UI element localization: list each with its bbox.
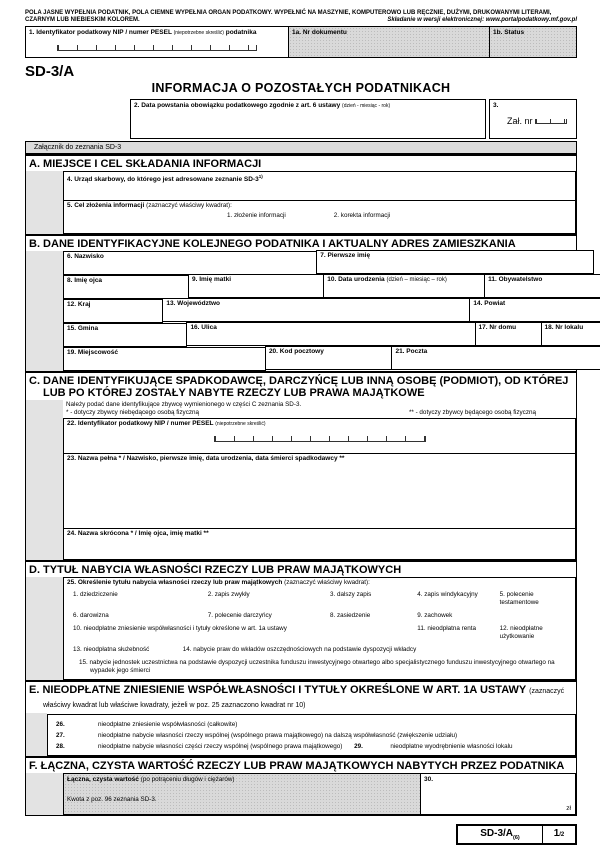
id-header-table bbox=[25, 26, 577, 58]
field-1-suffix: podatnika bbox=[225, 29, 257, 36]
nip-pesel-ruler-22[interactable] bbox=[214, 436, 426, 442]
form-body bbox=[25, 141, 584, 816]
option-3-dalszy-zapis[interactable]: 3. dalszy zapis bbox=[329, 591, 372, 598]
footer-form-code: $SD-3/A_{(6)}$ bbox=[480, 828, 520, 841]
section-e-options-box bbox=[47, 714, 576, 756]
field-7-pierwsze-imie[interactable]: 7. Pierwsze imię bbox=[316, 250, 593, 274]
field-16-ulica[interactable]: 16. Ulica bbox=[186, 322, 475, 346]
section-e-title: E. NIEODPŁATNE ZNIESIENIE WSPÓŁWŁASNOŚCI I TYTUŁY OKREŚLONE W ART. 1A USTAWY (zaznaczyć właściwy kwadrat lub właściwe kwadraty, jeżeli w poz. 25 zaznaczono kwadrat nr 10) bbox=[29, 684, 565, 709]
field-11-obywatelstwo[interactable]: 11. Obywatelstwo bbox=[484, 274, 600, 298]
date-attachment-row bbox=[25, 99, 577, 141]
field-4-footnote-ref: 1) bbox=[258, 174, 263, 179]
option-11-nieodplatna-renta[interactable]: 11. nieodpłatna renta bbox=[417, 625, 476, 632]
gray-gutter bbox=[26, 171, 63, 234]
field-12-kraj[interactable]: 12. Kraj bbox=[63, 299, 163, 323]
zal-nr-ruler[interactable] bbox=[535, 119, 567, 124]
field-25-tytul-nabycia bbox=[63, 577, 576, 680]
field-1b-label: 1b. Status bbox=[493, 29, 525, 36]
option-9-zachowek[interactable]: 9. zachowek bbox=[417, 612, 453, 619]
section-d-title: D. TYTUŁ NABYCIA WŁASNOŚCI RZECZY LUB PRAW MAJĄTKOWYCH bbox=[29, 564, 402, 576]
option-14-nabycie-praw-do-wkladow[interactable]: 14. nabycie praw do wkładów oszczędnościowych na podstawie dyspozycji wkładcy bbox=[182, 646, 417, 653]
option-7-polecenie-darczyncy[interactable]: 7. polecenie darczyńcy bbox=[207, 612, 272, 619]
section-d bbox=[26, 560, 576, 680]
field-6-nazwisko[interactable]: 6. Nazwisko bbox=[63, 251, 317, 275]
field-1a-label: 1a. Nr dokumentu bbox=[292, 29, 347, 36]
section-c-notes bbox=[63, 400, 576, 419]
form-code: SD-3/A bbox=[25, 63, 75, 80]
field-30-row bbox=[63, 773, 576, 815]
section-c bbox=[26, 371, 576, 560]
option-zlozenie-informacji[interactable]: 1. złożenie informacji bbox=[227, 212, 286, 219]
field-3-number: 3. bbox=[493, 102, 499, 109]
field-2-label: 2. Data powstania obowiązku podatkowego zgodnie z art. 6 ustawy bbox=[134, 102, 341, 109]
field-23-nazwa-pelna[interactable]: 23. Nazwa pełna * / Nazwisko, pierwsze imię, data urodzenia, data śmierci spadkodawcy ** bbox=[63, 453, 576, 529]
nip-pesel-ruler[interactable] bbox=[57, 45, 257, 51]
option-29-number: 29. bbox=[354, 743, 363, 750]
section-c-note1: Należy podać dane identyfikujące zbywcę wymienionego w części C zeznania SD-3. bbox=[66, 401, 302, 408]
gray-gutter bbox=[26, 251, 63, 371]
option-8-zasiedzenie[interactable]: 8. zasiedzenie bbox=[329, 612, 371, 619]
field-2-data-powstania[interactable] bbox=[130, 99, 486, 139]
option-28-29: 28. nieodpłatne nabycie własności części rzeczy wspólnej (wspólnego prawa majątkowego) 29. nieodpłatne wyodrębnienie własności lokalu bbox=[56, 743, 513, 750]
field-30-description: Łączna, czysta wartość (po potrąceniu długów i ciężarów) Kwota z poz. 96 zeznania SD-3. bbox=[64, 774, 421, 814]
section-a bbox=[26, 154, 576, 234]
footer-form-version: (6) bbox=[513, 835, 520, 841]
field-13-wojewodztwo[interactable]: 13. Województwo bbox=[162, 298, 470, 322]
field-22-nip-pesel-zbywcy[interactable]: 22. Identyfikator podatkowy NIP / numer PESEL (niepotrzebne skreślić) bbox=[63, 418, 576, 454]
option-1-dziedziczenie[interactable]: 1. dziedziczenie bbox=[73, 591, 118, 598]
field-1-nip-pesel[interactable] bbox=[26, 27, 288, 57]
field-3-label: Zał. nr bbox=[507, 116, 533, 126]
section-e bbox=[26, 680, 576, 756]
section-c-note-doublestar: ** - dotyczy zbywcy będącego osobą fizyczną bbox=[408, 409, 536, 416]
field-4-urzad-skarbowy[interactable] bbox=[63, 171, 576, 201]
gray-gutter bbox=[26, 400, 63, 560]
field-25-note: (zaznaczyć właściwy kwadrat): bbox=[284, 579, 370, 586]
option-27[interactable]: 27. nieodpłatne nabycie własności rzeczy wspólnej (wspólnego prawa majątkowego) na dalszą współwłasność (zwiększenie udziału) bbox=[56, 732, 458, 739]
section-c-note-star: * - dotyczy zbywcy niebędącego osobą fizyczną bbox=[66, 409, 200, 416]
field-25-label: 25. Określenie tytułu nabycia własności rzeczy lub praw majątkowych bbox=[67, 579, 283, 586]
field-18-nr-lokalu[interactable]: 18. Nr lokalu bbox=[541, 322, 600, 346]
field-14-powiat[interactable]: 14. Powiat bbox=[469, 298, 600, 322]
option-29-label[interactable]: nieodpłatne wyodrębnienie własności lokalu bbox=[390, 743, 513, 750]
section-b-title: B. DANE IDENTYFIKACYJNE KOLEJNEGO PODATNIKA I AKTUALNY ADRES ZAMIESZKANIA bbox=[29, 238, 516, 250]
field-5-label: 5. Cel złożenia informacji bbox=[67, 202, 145, 209]
option-6-darowizna[interactable]: 6. darowizna bbox=[73, 612, 109, 619]
efiling-note: Składanie w wersji elektronicznej: www.portalpodatkowy.mf.gov.pl bbox=[387, 17, 577, 23]
field-5-note: (zaznaczyć właściwy kwadrat): bbox=[146, 202, 232, 209]
gray-gutter bbox=[26, 773, 63, 815]
field-17-nr-domu[interactable]: 17. Nr domu bbox=[475, 322, 542, 346]
field-21-poczta[interactable]: 21. Poczta bbox=[391, 346, 600, 370]
field-2-note: (dzień - miesiąc - rok) bbox=[342, 103, 391, 109]
field-5-cel-zlozenia bbox=[63, 200, 576, 234]
instructions-text: POLA JASNE WYPEŁNIA PODATNIK, POLA CIEMNE WYPEŁNIA ORGAN PODATKOWY. WYPEŁNIĆ NA MASZYNIE, KOMPUTEROWO LUB RĘCZNIE, DUŻYMI, DRUKOWANYMI LITERAMI, CZARNYM LUB NIEBIESKIM KOLOREM. bbox=[25, 10, 552, 23]
field-30-sub: Kwota z poz. 96 zeznania SD-3. bbox=[67, 796, 157, 803]
field-1-note: (niepotrzebne skreślić) bbox=[173, 30, 224, 36]
field-1b-status bbox=[489, 27, 576, 57]
option-12-nieodplatne-uzytkowanie[interactable]: 12. nieodpłatne użytkowanie bbox=[499, 625, 543, 640]
field-3-zal-nr[interactable] bbox=[489, 99, 577, 139]
field-15-gmina[interactable]: 15. Gmina bbox=[63, 323, 187, 347]
form-page bbox=[25, 10, 584, 845]
filling-instructions bbox=[25, 10, 577, 24]
option-15-nabycie-jednostek[interactable]: 15. nabycie jednostek uczestnictwa na podstawie dyspozycji uczestnika funduszu inwestycyjnego otwartego albo specjalistycznego funduszu inwestycyjnego otwartego na wypadek jego śmierci bbox=[79, 659, 555, 674]
option-2-zapis-zwykly[interactable]: 2. zapis zwykły bbox=[207, 591, 250, 598]
section-a-title: A. MIEJSCE I CEL SKŁADANIA INFORMACJI bbox=[29, 158, 262, 170]
section-f bbox=[26, 756, 576, 815]
form-title: INFORMACJA O POZOSTAŁYCH PODATNIKACH bbox=[151, 81, 451, 95]
option-26[interactable]: 26. nieodpłatne zniesienie współwłasności (całkowite) bbox=[56, 721, 238, 728]
attachment-bar: Załącznik do zeznania SD-3 bbox=[26, 141, 576, 154]
option-13-nieodplatna-sluzebnosc[interactable]: 13. nieodpłatna służebność bbox=[73, 646, 150, 653]
option-5-polecenie-testamentowe[interactable]: 5. polecenie testamentowe bbox=[499, 591, 539, 606]
field-20-kod-pocztowy[interactable]: 20. Kod pocztowy bbox=[265, 346, 393, 370]
field-8-imie-ojca[interactable]: 8. Imię ojca bbox=[63, 275, 189, 299]
field-19-miejscowosc[interactable]: 19. Miejscowość bbox=[63, 347, 266, 371]
gray-gutter bbox=[26, 713, 47, 756]
field-30-wartosc[interactable]: 30. zł bbox=[424, 776, 571, 812]
field-10-data-urodzenia[interactable]: 10. Data urodzenia (dzień – miesiąc – rok) bbox=[323, 274, 485, 298]
option-28-label[interactable]: nieodpłatne nabycie własności części rzeczy wspólnej (wspólnego prawa majątkowego) bbox=[98, 743, 343, 750]
field-9-imie-matki[interactable]: 9. Imię matki bbox=[188, 274, 324, 298]
section-f-title: F. ŁĄCZNA, CZYSTA WARTOŚĆ RZECZY LUB PRAW MAJĄTKOWYCH NABYTYCH PRZEZ PODATNIKA bbox=[29, 760, 565, 772]
option-10-zniesienie-wspolwlasnosci[interactable]: 10. nieodpłatne zniesienie współwłasności i tytuły określone w art. 1a ustawy bbox=[73, 625, 287, 632]
field-1-label: 1. Identyfikator podatkowy NIP / numer PESEL (niepotrzebne skreślić) podatnika bbox=[29, 29, 257, 36]
section-b bbox=[26, 234, 584, 371]
field-24-nazwa-skrocona[interactable]: 24. Nazwa skrócona * / Imię ojca, imię matki ** bbox=[63, 528, 576, 560]
option-korekta-informacji[interactable]: 2. korekta informacji bbox=[333, 212, 391, 219]
field-4-label: 4. Urząd skarbowy, do którego jest adresowane zeznanie SD-3 bbox=[67, 176, 259, 184]
gray-gutter bbox=[26, 577, 63, 680]
section-c-title: C. DANE IDENTYFIKUJĄCE SPADKODAWCĘ, DARCZYŃCĘ LUB INNĄ OSOBĘ (PODMIOT), OD KTÓREJ LUB PO KTÓREJ ZOSTAŁY NABYTE RZECZY LUB PRAWA MAJĄTKOWE bbox=[29, 375, 569, 399]
option-4-zapis-windykacyjny[interactable]: 4. zapis windykacyjny bbox=[417, 591, 478, 598]
page-footer bbox=[25, 824, 577, 845]
field-1a-nr-dokumentu bbox=[288, 27, 489, 57]
section-e-title-note: (zaznaczyć właściwy kwadrat lub właściwe kwadraty, jeżeli w poz. 25 zaznaczono kwadrat nr 10) bbox=[43, 688, 565, 709]
footer-page-indicator: 1/2 bbox=[542, 826, 575, 843]
currency-label: zł bbox=[566, 805, 571, 812]
